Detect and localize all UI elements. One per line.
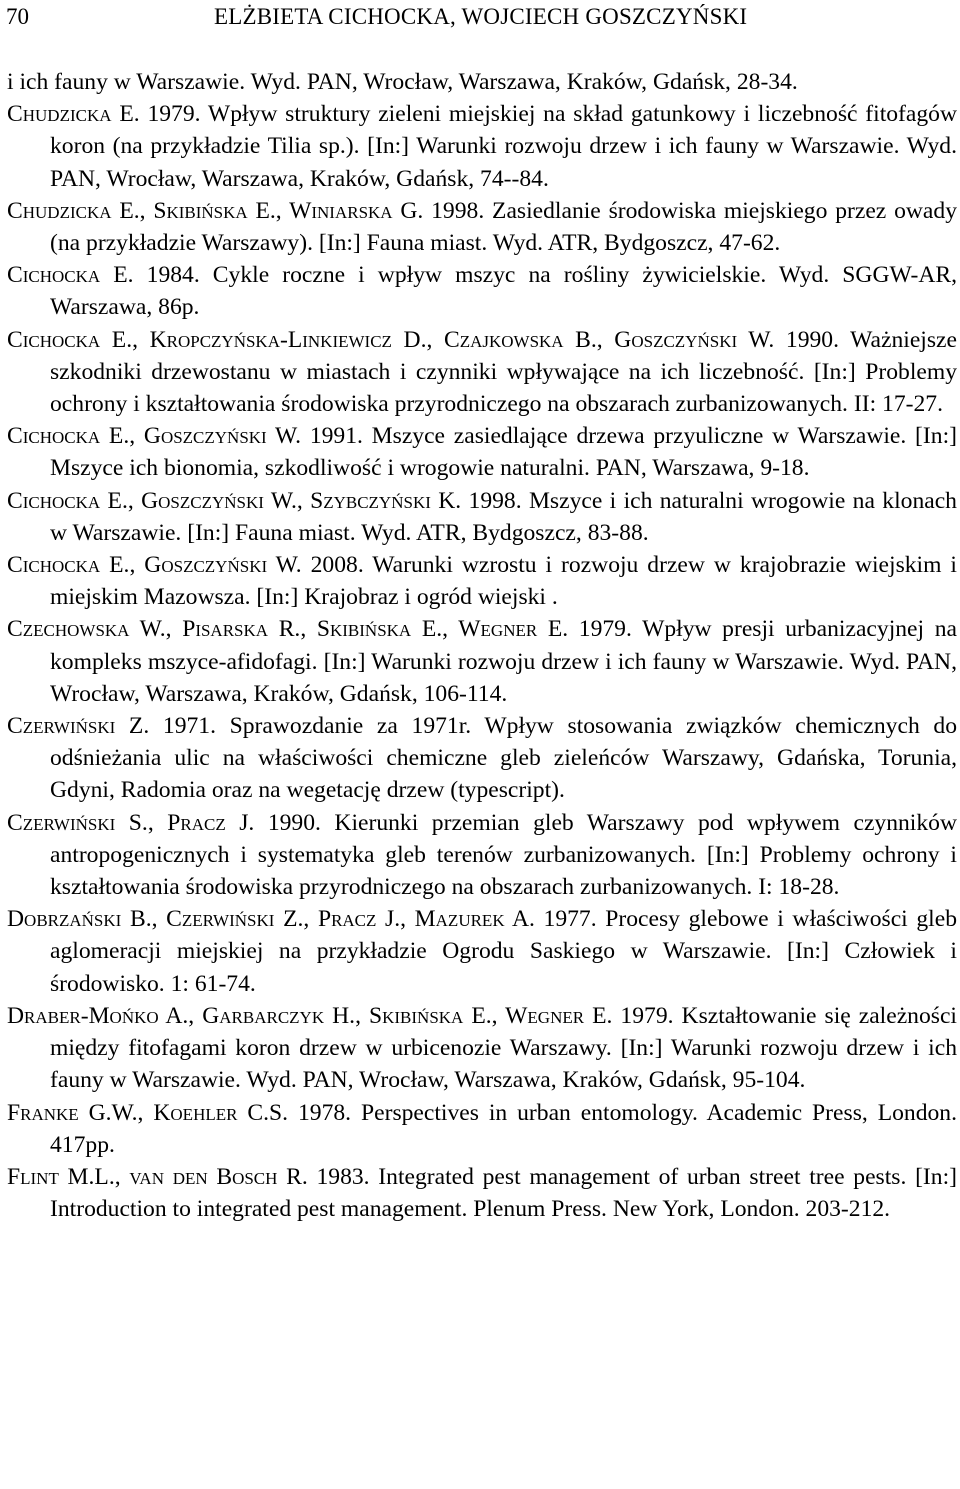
reference-text: 1983. Integrated pest management of urban street tree pests. [In:] Introduction to integrated pest management. Plenum Press. New York, London. 203-212. xyxy=(50,1163,958,1223)
reference-entry xyxy=(7,1097,957,1161)
page-number: 70 xyxy=(6,4,29,29)
reference-entry xyxy=(7,549,957,613)
reference-authors: Dobrzański B., Czerwiński Z., Pracz J., Mazurek A. xyxy=(7,906,535,933)
reference-authors: Cichocka E. xyxy=(7,262,134,289)
reference-entry xyxy=(7,66,957,98)
reference-text: i ich fauny w Warszawie. Wyd. PAN, Wrocław, Warszawa, Kraków, Gdańsk, 28-34. xyxy=(7,69,798,95)
reference-text: 1998. Mszyce i ich naturalni wrogowie na klonach w Warszawie. [In:] Fauna miast. Wyd. ATR, Bydgoszcz, 83-88. xyxy=(50,487,957,546)
running-head: ELŻBIETA CICHOCKA, WOJCIECH GOSZCZYŃSKI xyxy=(214,4,748,29)
reference-text: 1979. Wpływ struktury zieleni miejskiej na skład gatunkowy i liczebność fitofagów koron (na przykładzie Tilia sp.). [In:] Warunki rozwoju drzew i ich fauny w Warszawie. Wyd. PAN, Wrocław, Warszawa, Kraków, Gdańsk, 74--84. xyxy=(50,101,958,192)
reference-text: 1998. Zasiedlanie środowiska miejskiego przez owady (na przykładzie Warszawy). [In:] Fauna miast. Wyd. ATR, Bydgoszcz, 47-62. xyxy=(50,197,957,257)
reference-authors: Cichocka E., Goszczyński W. xyxy=(7,423,302,450)
reference-text: 1977. Procesy glebowe i właściwości gleb aglomeracji miejskiej na przykładzie Ogrodu Saskiego w Warszawie. [In:] Człowiek i środowisko. 1: 61-74. xyxy=(50,906,957,997)
reference-text: 2008. Warunki wzrostu i rozwoju drzew w krajobrazie wiejskim i miejskim Mazowsza. [In:] Krajobraz i ogród wiejski . xyxy=(50,552,957,611)
reference-text: 1991. Mszyce zasiedlające drzewa przyuliczne w Warszawie. [In:] Mszyce ich bionomia, szkodliwość i wrogowie naturalni. PAN, Warszawa, 9-18. xyxy=(50,423,957,482)
reference-authors: Flint M.L., van den Bosch R. xyxy=(7,1163,308,1190)
reference-authors: Chudzicka E., Skibińska E., Winiarska G. xyxy=(7,197,424,224)
reference-entry xyxy=(7,259,957,323)
reference-authors: Cichocka E., Goszczyński W., Szybczyński K. xyxy=(7,487,462,514)
reference-entry xyxy=(7,613,957,710)
reference-authors: Chudzicka E. xyxy=(7,101,140,128)
reference-authors: Franke G.W., Koehler C.S. xyxy=(7,1099,289,1126)
reference-entry xyxy=(7,98,957,195)
reference-authors: Czerwiński S., Pracz J. xyxy=(7,809,255,836)
reference-entry xyxy=(7,195,957,259)
reference-entry xyxy=(7,485,957,549)
reference-entry xyxy=(7,903,957,1000)
reference-entry xyxy=(7,324,957,421)
reference-entry xyxy=(7,420,957,484)
reference-authors: Cichocka E., Kropczyńska-Linkiewicz D., Czajkowska B., Goszczyński W. xyxy=(7,326,775,353)
reference-text: 1971. Sprawozdanie za 1971r. Wpływ stosowania związków chemicznych do odśnieżania ulic na właściwości chemiczne gleb zieleńców Warszawy, Gdańska, Torunia, Gdyni, Radomia oraz na wegetację drzew (typescript). xyxy=(50,713,957,804)
reference-text: 1990. Ważniejsze szkodniki drzewostanu w miastach i czynniki wpływające na ich liczebność. [In:] Problemy ochrony i kształtowania środowiska przyrodniczego na obszarach zurbanizowanych. II: 17-27. xyxy=(50,326,957,418)
reference-entry xyxy=(7,710,957,807)
reference-list xyxy=(7,66,957,1225)
reference-authors: Cichocka E., Goszczyński W. xyxy=(7,552,302,579)
reference-entry xyxy=(7,1000,957,1097)
reference-entry xyxy=(7,807,957,904)
reference-authors: Czechowska W., Pisarska R., Skibińska E., Wegner E. xyxy=(7,616,569,643)
reference-text: 1984. Cykle roczne i wpływ mszyc na rośliny żywicielskie. Wyd. SGGW-AR, Warszawa, 86p. xyxy=(50,262,957,321)
reference-entry xyxy=(7,1161,957,1225)
reference-authors: Czerwiński Z. xyxy=(7,713,150,740)
reference-text: 1978. Perspectives in urban entomology. Academic Press, London. 417pp. xyxy=(50,1099,957,1158)
reference-text: 1979. Kształtowanie się zależności między fitofagami koron drzew w urbicenozie Warszawy. [In:] Warunki rozwoju drzew i ich fauny w Warszawie. Wyd. PAN, Wrocław, Warszawa, Kraków, Gdańsk, 95-104. xyxy=(50,1002,957,1094)
page-header xyxy=(0,2,960,32)
reference-text: 1979. Wpływ presji urbanizacyjnej na kompleks mszyce-afidofagi. [In:] Warunki rozwoju drzew i ich fauny w Warszawie. Wyd. PAN, Wrocław, Warszawa, Kraków, Gdańsk, 106-114. xyxy=(50,616,957,707)
reference-authors: Draber-Mońko A., Garbarczyk H., Skibińska E., Wegner E. xyxy=(7,1002,613,1029)
reference-text: 1990. Kierunki przemian gleb Warszawy pod wpływem czynników antropogenicznych i systematyka gleb terenów zurbanizowanych. [In:] Problemy ochrony i kształtowania środowiska przyrodniczego na obszarach zurbanizowanych. I: 18-28. xyxy=(50,809,957,901)
